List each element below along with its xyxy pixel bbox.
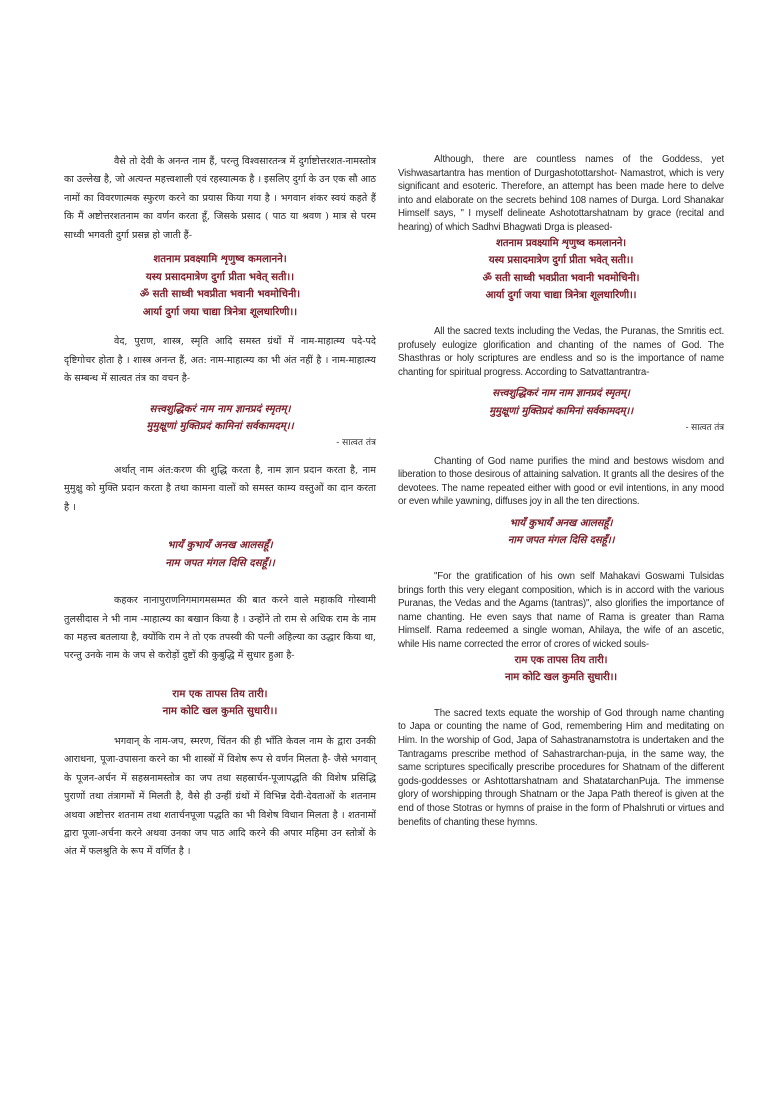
verse-line: शतनाम प्रवक्ष्यामि शृणुष्व कमलानने। [153, 253, 287, 266]
english-paragraph-4: "For the gratification of his own self Mahakavi Goswami Tulsidas brings forth this very elegant composition, which is in accord with the various Puranas, the Vedas and the Agams (tantras)", also glorifies the importance of name chanting. He even says that name of Rama is greater than Rama Himself. Rama redeemed a single woman, Ahilaya, the wife of an ascetic, while His name corrected the error of crores of wicked souls- [398, 571, 724, 651]
verse-line: नाम कोटि खल कुमति सुधारी।। [504, 671, 618, 684]
verse-line: मुमुक्षूणां मुक्तिप्रदं कामिनां सर्वकामदम्।। [489, 404, 633, 417]
verse-line: सत्त्वशुद्धिकरं नाम नाम ज्ञानप्रदं स्मृतम्। [492, 387, 630, 400]
verse-line: भायँ कुभायँ अनख आलसहूँ। [509, 516, 613, 529]
english-paragraph-5: The sacred texts equate the worship of God through name chanting to Japa or counting the name of God, remembering Him and meditating on Him. In the worship of God, Japa of Sahastranamstotra is undertaken and the Tantragams prescribe method of Sahastrarchan-puja, in the same way, the same scriptures specifically prescribe procedures for Shatnam of the different gods-goddesses or Ashtottarshatnam and ShatatarchanPuja. The immense glory of worshipping through Shatnam or the Japa Path thereof is given at the end of those Stotras or hymns of praise in the form of Phalshruti or virtues and benefits of chanting these hymns. [398, 707, 724, 828]
verse-line: नाम जपत मंगल दिसि दसहूँ।। [507, 534, 615, 547]
english-paragraph-2: All the sacred texts including the Vedas, the Puranas, the Smritis ect. profusely eulogize glorification and chanting of the names of God. The Shasthras or holy scriptures are endless and so is the importance of name chanting for spiritual progress. According to Satvattantrantra- [398, 325, 724, 378]
verse-line: यस्य प्रसादमात्रेण दुर्गा प्रीता भवेत् सती।। [488, 254, 634, 267]
hindi-paragraph-5: भगवान् के नाम-जप, स्मरण, चिंतन की ही भाँति केवल नाम के द्वारा उनकी आराधना, पूजा-उपासना करने का भी शास्त्रों में विशेष रूप से वर्णन मिलता है- जैसे भगवान् के पूजन-अर्चन में सहस्रनामस्तोत्र का जप तथा सहस्रार्चन-पूजापद्धति की विशेष प्रसिद्धि पुराणों तथा तंत्रागमों में मिलती है, वैसे ही उन्हीं ग्रंथों में विभिन्न देवी-देवताओं के शतनाम अथवा अष्टोत्तर शतनाम तथा शतार्चनपूजा पद्धति का भी विशेष विधान मिलता है । शतनामों द्वारा पूजा-अर्चना करने अथवा उनका जप पाठ आदि करने की अपार महिमा उन स्तोत्रों के अंत में फलश्रुति के रूप में वर्णित है । [64, 736, 376, 858]
english-verse-ram-ek-tapas [398, 652, 724, 687]
verse-line: यस्य प्रसादमात्रेण दुर्गा प्रीता भवेत् सती।। [145, 270, 295, 283]
verse-line: राम एक तापस तिय तारी। [514, 653, 608, 666]
hindi-paragraph-4: कहकर नानापुराणनिगमागमसम्मत की बात करने वाले महाकवि गोस्वामी तुलसीदास ने भी नाम -माहात्म्य का बखान किया है । उन्होंने तो राम से अधिक राम के नाम का महत्त्व बतलाया है, क्योंकि राम ने तो एक तपस्वी की पत्नी अहिल्या का उद्धार किया था, परन्तु उनके नाम के जप से करोड़ों दुष्टों की कुबुद्धि में सुधार हुआ है- [64, 595, 376, 662]
hindi-paragraph-1: वैसे तो देवी के अनन्त नाम हैं, परन्तु विश्वसारतन्त्र में दुर्गाष्टोत्तरशत-नामस्तोत्र का उल्लेख है, जो अत्यन्त महत्त्वशाली एवं रहस्यात्मक है । इसलिए दुर्गा के उन एक सौ आठ नामों का विवरणात्मक स्फुरण करने का प्रयास किया गया है । भगवान शंकर स्वयं कहते हैं कि मैं अष्टोत्तरशतनाम का वर्णन करता हूँ, जिसके प्रसाद ( पाठ या श्रवण ) मात्र से परम साध्वी भगवती दुर्गा प्रसन्न हो जाती हैं- [64, 156, 376, 241]
english-column [398, 153, 724, 829]
hindi-verse-bhayan-kubhayan [64, 537, 376, 572]
verse-source: - सात्वत तंत्र [685, 422, 724, 433]
hindi-verse-durga-shatnam [64, 251, 376, 321]
verse-source: - सात्वत तंत्र [336, 437, 376, 448]
hindi-verse-ram-ek-tapas [64, 686, 376, 721]
verse-line: राम एक तापस तिय तारी। [172, 687, 268, 700]
verse-line: शतनाम प्रवक्ष्यामि शृणुष्व कमलानने। [495, 236, 627, 249]
verse-line: सत्त्वशुद्धिकरं नाम नाम ज्ञानप्रदं स्मृतम्। [149, 402, 291, 415]
english-verse-durga-shatnam [398, 235, 724, 305]
english-verse-bhayan-kubhayan [398, 515, 724, 550]
verse-line: नाम कोटि खल कुमति सुधारी।। [162, 705, 278, 718]
english-paragraph-3: Chanting of God name purifies the mind and bestows wisdom and liberation to those desirous of attaining salvation. It grants all the desires of the devotees. The name repeated either with good or evil intentions, in any mood or even while yawning, diffuses joy in all the ten directions. [398, 455, 724, 508]
hindi-column [64, 153, 376, 862]
verse-line: ॐ सती साध्वी भवप्रीता भवानी भवमोचिनी। [482, 271, 640, 284]
english-paragraph-1: Although, there are countless names of the Goddess, yet Vishwasartantra has mention of Durgashotottarshot- Namastrot, which is very significant and esoteric. Therefore, an attempt has been made here to delve into and elaborate on the secrets behind 108 names of Durga. Lord Shanakar Himself says, " I myself delineate Ashotottarshatnam by grace (recital and hearing) of which Sadhvi Bhagwati Drga is pleased- [398, 154, 724, 233]
verse-line: भायँ कुभायँ अनख आलसहूँ। [167, 539, 273, 552]
verse-line: मुमुक्षूणां मुक्तिप्रदं कामिनां सर्वकामदम्।। [146, 420, 294, 433]
hindi-paragraph-2: वेद, पुराण, शास्त्र, स्मृति आदि समस्त ग्रंथों में नाम-माहात्म्य पदे-पदे दृष्टिगोचर होता है । शास्त्र अनन्त हैं, अत: नाम-माहात्म्य का भी अंत नहीं है । नाम-माहात्म्य के सम्बन्ध में सात्वत तंत्र का वचन है- [64, 336, 376, 385]
verse-line: आर्या दुर्गा जया चाद्या त्रिनेत्रा शूलधारिणी।। [142, 305, 298, 318]
hindi-paragraph-3: अर्थात् नाम अंत:करण की शुद्धि करता है, नाम ज्ञान प्रदान करता है, नाम मुमुक्षु को मुक्ति प्रदान करता है तथा कामना वालों को समस्त काम्य वस्तुओं का दान करता है । [64, 464, 376, 513]
hindi-verse-satvat-tantra [64, 401, 376, 436]
verse-line: आर्या दुर्गा जया चाद्या त्रिनेत्रा शूलधारिणी।। [485, 289, 637, 302]
english-verse-satvat-tantra [398, 385, 724, 420]
verse-line: ॐ सती साध्वी भवप्रीता भवानी भवमोचिनी। [139, 288, 301, 301]
verse-line: नाम जपत मंगल दिसि दसहूँ।। [165, 556, 275, 569]
